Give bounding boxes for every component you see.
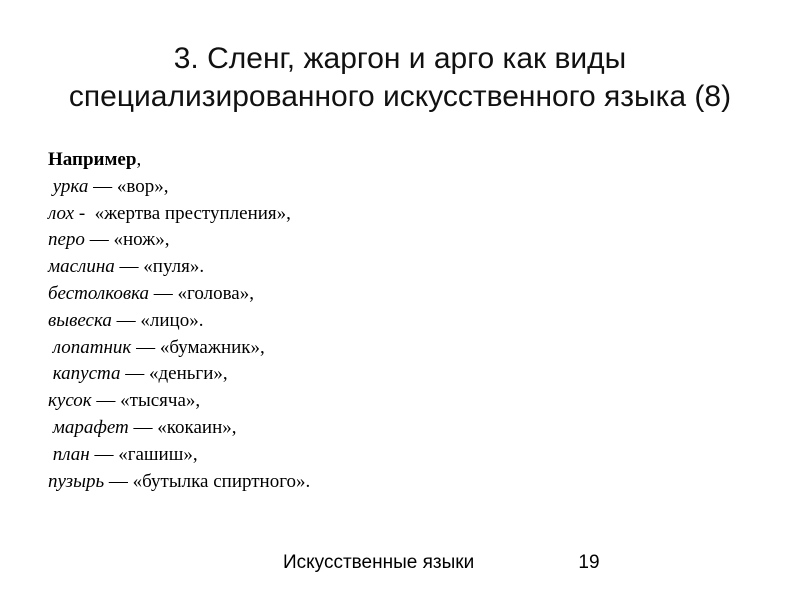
term-meaning: — «голова», [149, 282, 254, 304]
list-item [48, 469, 748, 496]
list-item [48, 335, 748, 362]
slide-title [0, 40, 800, 116]
list-item [48, 254, 748, 281]
term-meaning: — «лицо». [111, 309, 204, 331]
slang-term: капуста [52, 363, 121, 385]
term-meaning: — «бутылка спиртного». [104, 470, 311, 492]
intro-punct: , [136, 149, 142, 170]
slang-term: лопатник [52, 336, 132, 358]
slang-term: марафет [52, 416, 129, 438]
term-meaning: — «тысяча», [91, 390, 201, 412]
list-item [48, 361, 748, 388]
list-item [48, 442, 748, 469]
list-item [48, 308, 748, 335]
term-meaning: — «бумажник», [131, 336, 265, 358]
term-meaning: — «нож», [84, 229, 170, 251]
term-meaning: — «вор», [88, 175, 169, 197]
list-item [48, 281, 748, 308]
slide-title-line-1: 3. Сленг, жаргон и арго как виды [173, 42, 627, 75]
slang-term: маслина [48, 256, 115, 278]
term-meaning: - «жертва преступления», [74, 202, 291, 224]
slang-term: перо [48, 229, 85, 251]
slang-term: вывеска [48, 309, 112, 331]
slang-term: кусок [48, 390, 92, 412]
intro-word: Например [48, 149, 137, 170]
slang-term: план [52, 443, 90, 465]
list-item [48, 388, 748, 415]
slang-term: урка [52, 175, 89, 197]
term-meaning: — «кокаин», [128, 416, 237, 438]
page-number: 19 [578, 552, 600, 573]
list-item [48, 174, 748, 201]
list-item [48, 415, 748, 442]
term-meaning: — «гашиш», [89, 443, 198, 465]
slang-term: лох [48, 202, 75, 224]
term-meaning: — «пуля». [114, 256, 205, 278]
list-item [48, 227, 748, 254]
intro-line [48, 147, 748, 174]
term-meaning: — «деньги», [120, 363, 228, 385]
slide-title-line-2: специализированного искусственного языка (8) [68, 80, 732, 113]
slang-term: пузырь [48, 470, 105, 492]
footer-label: Искусственные языки [283, 552, 475, 573]
slide-body [48, 147, 748, 495]
slang-term: бестолковка [48, 282, 150, 304]
list-item [48, 201, 748, 228]
